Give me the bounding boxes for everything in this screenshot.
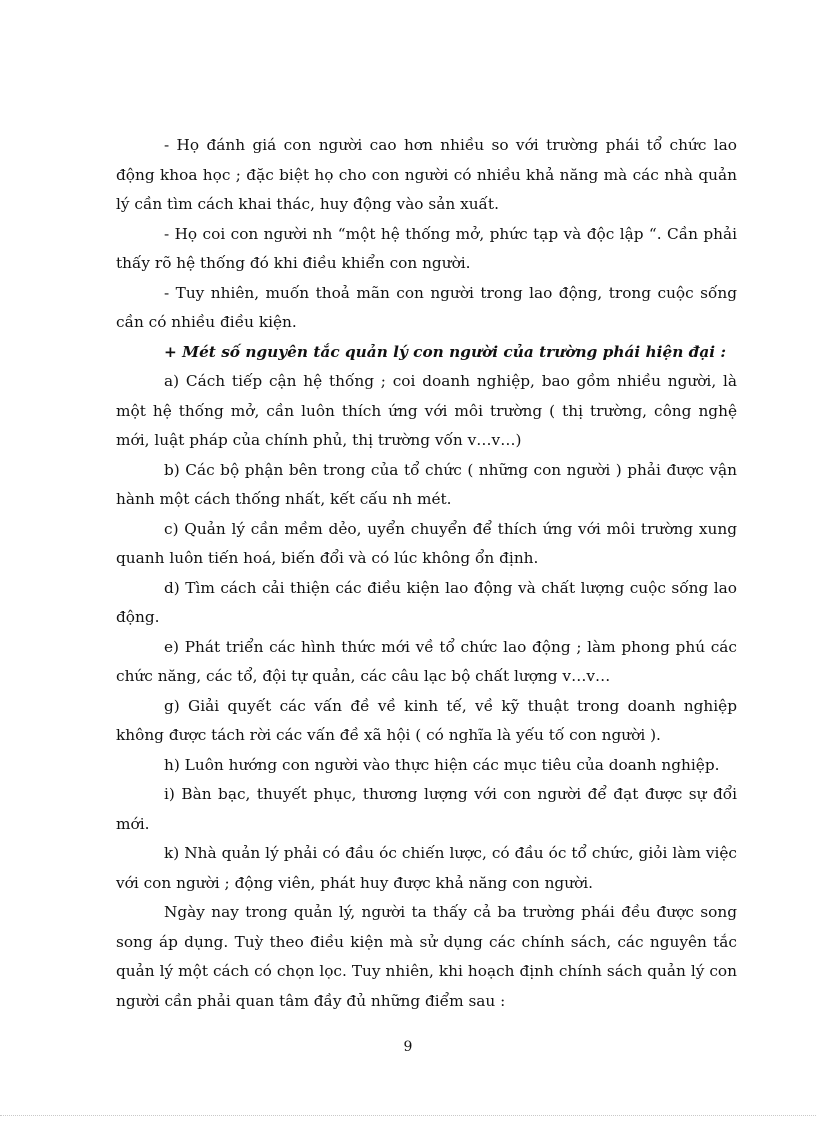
- page-number: 9: [403, 1039, 413, 1055]
- list-item-k: k) Nhà quản lý phải có đầu óc chiến lược, có đầu óc tổ chức, giỏi làm việc với con người ; động viên, phát huy được khả năng con người.: [116, 844, 737, 892]
- paragraph-conditions: - Tuy nhiên, muốn thoả mãn con người trong lao động, trong cuộc sống cần có nhiều điều kiện.: [116, 283, 737, 331]
- list-item-d: d) Tìm cách cải thiện các điều kiện lao động và chất lượng cuộc sống lao động.: [116, 578, 737, 626]
- list-item-i: i) Bàn bạc, thuyết phục, thương lượng với con người để đạt được sự đổi mới.: [116, 785, 737, 833]
- list-item-g: g) Giải quyết các vấn đề về kinh tế, về kỹ thuật trong doanh nghiệp không được tách rời các vấn đề xã hội ( có nghĩa là yếu tố con người ).: [116, 696, 737, 744]
- list-item-c: c) Quản lý cần mềm dẻo, uyển chuyển để thích ứng với môi trường xung quanh luôn tiến hoá, biến đổi và có lúc không ổn định.: [116, 519, 737, 567]
- page-bottom-divider: [0, 1115, 816, 1116]
- paragraph-conclusion: Ngày nay trong quản lý, người ta thấy cả ba trường phái đều được song song áp dụng. Tuỳ theo điều kiện mà sử dụng các chính sách, các nguyên tắc quản lý một cách có chọn lọc. Tuy nhiên, khi hoạch định chính sách quản lý con người cần phải quan tâm đầy đủ những điểm sau :: [116, 903, 737, 1010]
- list-item-a: a) Cách tiếp cận hệ thống ; coi doanh nghiệp, bao gồm nhiều người, là một hệ thống mở, cần luôn thích ứng với môi trường ( thị trường, công nghệ mới, luật pháp của chính phủ, thị trường vốn v…v…): [116, 372, 737, 449]
- paragraph-open-system: - Họ coi con người nh “một hệ thống mở, phức tạp và độc lập “. Cần phải thấy rõ hệ thống đó khi điều khiển con người.: [116, 224, 737, 272]
- list-item-h: h) Luôn hướng con người vào thực hiện các mục tiêu của doanh nghiệp.: [164, 755, 720, 774]
- list-item-b: b) Các bộ phận bên trong của tổ chức ( những con người ) phải được vận hành một cách thống nhất, kết cấu nh mét.: [116, 460, 737, 508]
- section-heading-principles: + Mét số nguyên tắc quản lý con người của trường phái hiện đại :: [164, 342, 727, 361]
- page-body: [116, 131, 737, 1016]
- list-item-e: e) Phát triển các hình thức mới về tổ chức lao động ; làm phong phú các chức năng, các tổ, đội tự quản, các câu lạc bộ chất lượng v…v…: [116, 637, 737, 685]
- paragraph-human-value: - Họ đánh giá con người cao hơn nhiều so với trường phái tổ chức lao động khoa học ; đặc biệt họ cho con người có nhiều khả năng mà các nhà quản lý cần tìm cách khai thác, huy động vào sản xuất.: [116, 136, 737, 213]
